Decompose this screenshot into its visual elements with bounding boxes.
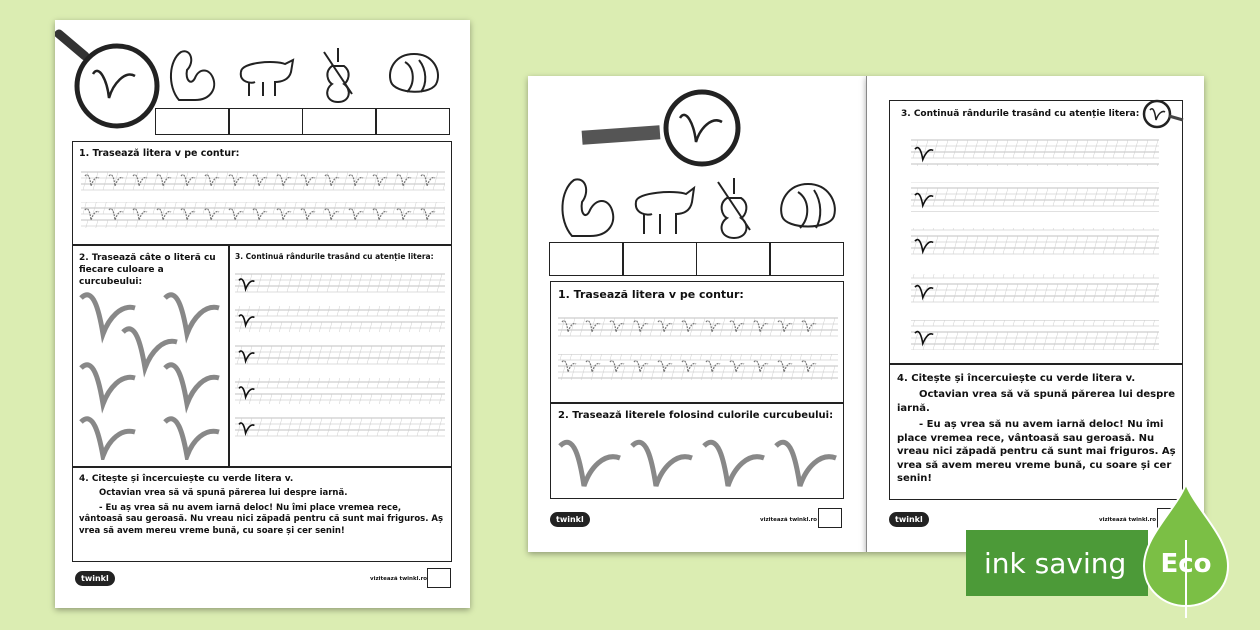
tracing-lines [558,314,838,390]
magnifier-icon [55,22,160,130]
task4-paragraph-1: Octavian vrea să vă spună părerea lui despre iarnă. [99,488,348,498]
task4-paragraph-1: Octavian vrea să vă spună părerea lui despre iarnă. [897,389,1176,414]
quality-badge [818,508,842,528]
magnifier-icon [576,88,746,168]
magnifier-icon [1141,96,1185,134]
task2-heading: 2. Trasează literele folosind culorile curcubeului: [558,410,834,421]
task2-heading: 2. Trasează câte o literă cu fiecare culoare a curcubeului: [79,253,216,288]
cabbage-icon [385,48,443,98]
task4-paragraph-2: - Eu aș vrea să nu avem iarnă deloc! Nu îmi place vremea rece, vântoasă sau geroasă. Nu vreau nici zăpadă pentru că sunt mai friguros. Aș vrea să avem mereu vreme bună, cu soare și cer senin! [79,503,444,536]
squirrel-icon [556,174,622,240]
writing-lines [235,270,445,460]
task4-heading: 4. Citește și încercuiește cu verde litera v. [79,474,294,484]
eco-label: Eco [1160,549,1212,579]
answer-cells [550,242,844,276]
footer-url: vizitează twinkl.ro [370,576,428,582]
writing-lines [911,136,1159,354]
tracing-lines [81,168,445,230]
task3-heading: 3. Continuă rândurile trasând cu atenție litera: [235,252,434,261]
task3-heading: 3. Continuă rândurile trasând cu atenție litera: [901,109,1140,119]
twinkl-logo: twinkl [75,571,115,586]
twinkl-logo: twinkl [550,512,590,527]
violin-icon [320,44,356,104]
twinkl-logo: twinkl [889,512,929,527]
cabbage-icon [776,178,840,234]
quality-badge [427,568,451,588]
footer-url: vizitează twinkl.ro [760,517,818,523]
eco-leaf-icon [1136,480,1236,620]
task1-heading: 1. Trasează litera v pe contur: [558,288,744,301]
task4-paragraph-2: - Eu aș vrea să nu avem iarnă deloc! Nu îmi place vremea rece, vântoasă sau geroasă. Nu vreau nici zăpadă pentru că sunt mai friguros. Aș vrea să avem mereu vreme bună, cu soare și cer senin! [897,419,1176,484]
footer-url: vizitează twinkl.ro [1099,517,1157,523]
rainbow-letters [556,432,842,492]
squirrel-icon [165,46,221,104]
task4-heading: 4. Citește și încercuiește cu verde litera v. [897,373,1136,384]
rainbow-letters [77,284,227,460]
worksheet-page-left [55,20,470,608]
worksheet-page-middle [528,76,866,552]
answer-cells [156,108,450,135]
ink-saving-label: ink saving [984,546,1127,580]
violin-icon [714,174,754,240]
cow-icon [630,180,698,236]
sheep-icon [235,52,295,98]
task1-heading: 1. Trasează litera v pe contur: [79,148,240,159]
ink-saving-banner [966,530,1148,596]
